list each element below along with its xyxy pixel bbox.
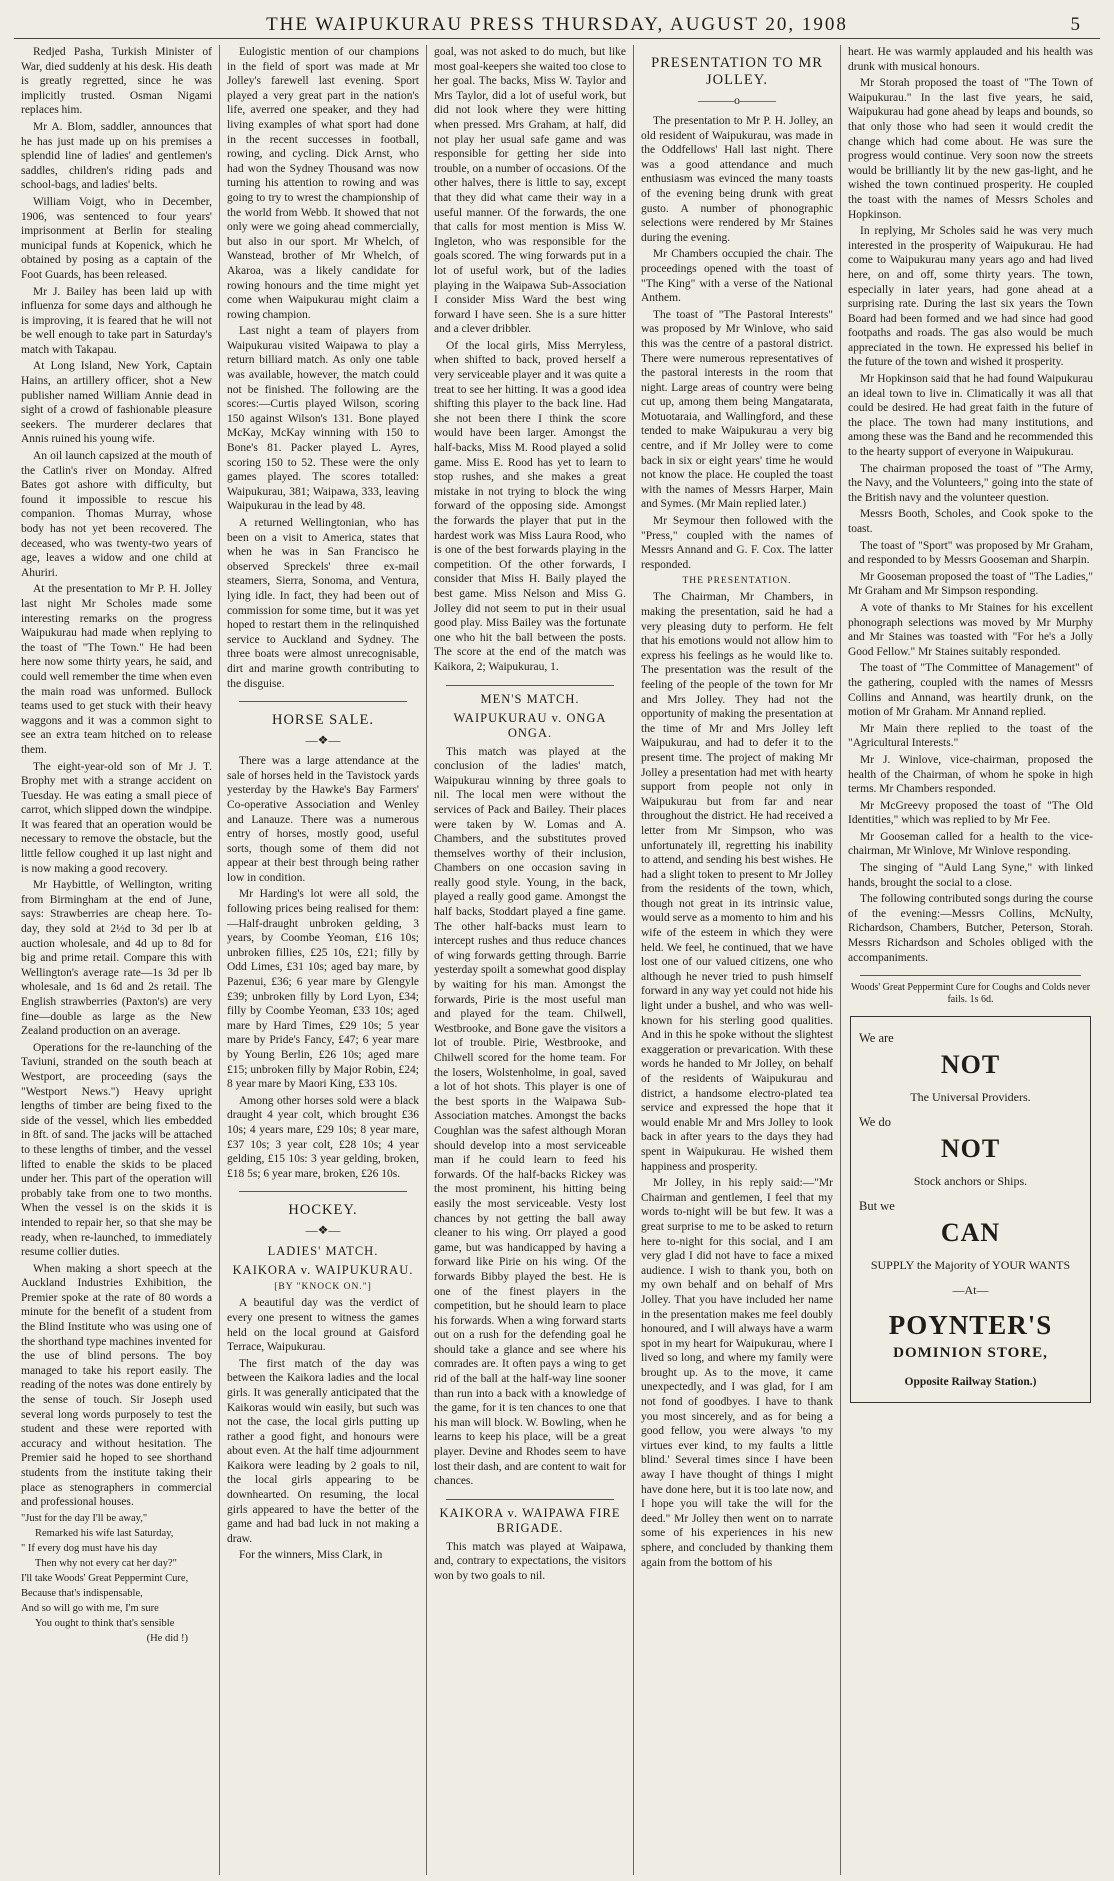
article-paragraph: Mr Main there replied to the toast of the "Agricultural Interests." — [848, 722, 1093, 750]
masthead — [14, 0, 1100, 39]
verse-line: (He did !) — [146, 1632, 188, 1644]
verse-line: I'll take Woods' Great Peppermint Cure, — [21, 1572, 189, 1584]
article-paragraph: The toast of "The Committee of Management" of the gathering, coupled with the names of Messrs Collins and Annand, was heartily drunk, on the motion of Mr Graham. Mr Annand replied. — [848, 662, 1093, 719]
article-paragraph: For the winners, Miss Clark, in — [239, 1549, 383, 1562]
verse-line: And so will go with me, I'm sure — [21, 1602, 159, 1614]
article-paragraph: goal, was not asked to do much, but like most goal-keepers she waited too close to her goal. The backs, Miss W. Taylor and Mrs Taylor, did a lot of useful work, but did not look where they were hitting when pressed. Mrs Graham, at half, did not play her usual safe game and was responsible for getting her side into trouble, on a number of occasions. Of the other halves, there is little to say, except that they did what came their way in a useful manner. Of the forwards, the one that calls for most mention is Miss W. Ingleton, who was responsible for the goals scored. The wing forwards put in a lot of useful work, but of the ladies playing in the Waipawa Sub-Association I consider Miss Ward the best wing forward I have seen. She is a sure hitter and a clever dribbler. — [434, 46, 626, 336]
small-advert: Woods' Great Peppermint Cure for Coughs and Colds never fails. 1s 6d. — [850, 982, 1091, 1006]
advert-location: Opposite Railway Station.) — [904, 1376, 1037, 1389]
column-3 — [427, 45, 634, 1875]
article-paragraph: Last night a team of players from Waipukurau visited Waipawa to play a return billiard match. As only one table was available, however, the match could not be finished. The following are the scores:—Curtis played Wilson, scoring 150 against Wilson's 131. Bone played McKay, McKay winning with 150 to Bone's 81. Packer played L. Ayres, scoring 150 to 52. These were the only games played. The scores totalled: Waipukurau, 381; Waipawa, 333, leaving Waipukurau in the lead by 48. — [227, 325, 419, 513]
article-paragraph: Mr Jolley, in his reply said:—"Mr Chairman and gentlemen, I feel that my words to-night will be but few. It was a great surprise to me to be asked to return here to-night for this social, and I am very glad I did not have to face a mixed audience. I wish to thank you, both on my own behalf and on behalf of Mrs Jolley. That you have included her name in the presentation makes me feel doubly honoured, and I will always have a warm spot in my heart for Waipukurau, where I lived so long, and where my family were brought up. As to the move, it came unexpectedly, and I was glad, for I am not fond of goodbyes. I have to thank you most sincerely, and as for being a good fellow, you were always 'to my virtues ever kind, to my faults a little blind.' Several times since I have been away I have thought of things I might have done here, but it is too late now, and I hope you will take the will for the deed." Mr Jolley then went on to narrate some of his experiences in his new sphere, and concluded by thanking them again from the bottom of his — [641, 1177, 833, 1569]
article-paragraph: Mr Harding's lot were all sold, the following prices being realised for them:—Half-draught unbroken gelding, 3 years, by Coombe Yeoman, £16 10s; unbroken fillies, £25 10s, £21; filly by Odd Limes, £31 10s; aged bay mare, by Pazenui, £36; 6 year mare by Glengyle £39; unbroken filly by Lord Lyon, £34; filly by Coombe Yeoman, £33 10s; aged mare by Hard Times, £29 10s; 5 year mare by Pride's Fancy, £47; 6 year mare by Young Berlin, £26 10s; aged mare £15; unbroken filly by Major Robin, £24; 8 year mare by Maori King, £33 10s. — [227, 888, 419, 1091]
article-paragraph: In replying, Mr Scholes said he was very much interested in the prosperity of Waipukurau. He had come to Waipukurau many years ago and had lived here, on and off, some thirty years. The town, especially in later years, had gone ahead at a surprising rate. During the last six years the Town Board had been formed and we had since had good footpaths and roads. The gas also would be much appreciated in the town. He expressed his belief in the future of the town and wished it prosperity. — [848, 225, 1093, 369]
article-paragraph: An oil launch capsized at the mouth of the Catlin's river on Monday. Alfred Bates got ashore with difficulty, but found it impossible to rescue his companion. Thomas Murray, whose body has not yet been recovered. The deceased, who was twenty-two years of age, leaves a widow and one child at Ahuriri. — [21, 450, 212, 579]
article-paragraph: The toast of "The Pastoral Interests" was proposed by Mr Winlove, who said this was the centre of a pastoral district. There were numerous representatives of the pastoral interests in the room that night. Large areas of country were being cut up, among them being Mangatarata, Motuotaraia, and Wallingford, and these tended to make Waipukurau a very big centre, and if Mr Jolley were to come back in six or eight years' time he would not know the place. He coupled the toast with the names of Messrs Harper, Main and Symes. (Mr Main replied later.) — [641, 308, 833, 511]
section-heading: HORSE SALE. — [271, 712, 375, 729]
article-paragraph: Of the local girls, Miss Merryless, when shifted to back, proved herself a very serviceable player and it was quite a treat to see her hitting. It was a good idea shifting this player to the back line. Had she not been there I think the score would have been larger. Amongst the half-backs, Miss M. Rood played a solid game. Miss E. Rood has yet to learn to stop rushes, and she makes a great mistake in not trying to block the wing forward of the opposing side. Amongst the forwards the player that put in the hardest work was Miss Laura Rood, who is one of the best forwards playing in the competition. Of the other forwards, I consider that Miss H. Baily played the best game. Miss Nelson and Miss G. Jolley did not seem to put in their usual good play. Miss Bailey was the fortunate one who hit the ball between the posts. The score at the end of the match was Kaikora, 2; Waipukurau, 1. — [434, 339, 626, 673]
column-2 — [220, 45, 427, 1875]
section-heading: HOCKEY. — [288, 1202, 358, 1219]
article-paragraph: Redjed Pasha, Turkish Minister of War, died suddenly at his desk. His death is greatly regretted, since he was implicitly trusted. Osman Nigami replaces him. — [21, 46, 212, 117]
article-paragraph: Mr Seymour then followed with the "Press," coupled with the names of Messrs Annand and G. F. Cox. The latter responded. — [641, 515, 833, 571]
section-heading: PRESENTATION TO MR JOLLEY. — [651, 55, 823, 88]
article-paragraph: The eight-year-old son of Mr J. T. Brophy met with a strange accident on Tuesday. He was eating a small piece of carrot, which slipped down the windpipe. It was feared that an operation would be necessary to remove the obstacle, but the little fellow coughed it up last night and is now making a good recovery. — [21, 760, 212, 875]
section-rule — [239, 701, 407, 702]
article-paragraph: Mr Storah proposed the toast of "The Town of Waipukurau." In the last five years, he said, Waipukurau had gone ahead by leaps and bounds, so that only those who had seen it would credit the change which had come about. He was sure the progress would continue. Very soon now the streets would be brilliantly lit by the new gas-light, and he wished the town continued prosperity. He coupled the toast with the names of Messrs Scholes and Hopkinson. — [848, 77, 1093, 221]
advert-line: —At— — [952, 1283, 989, 1298]
article-paragraph: Mr McGreevy proposed the toast of "The Old Identities," which was replied to by Mr Fee. — [848, 799, 1093, 827]
section-rule — [860, 975, 1081, 976]
article-paragraph: At the presentation to Mr P. H. Jolley last night Mr Scholes made some interesting remarks on the progress Waipukurau had made when replying to the toast of "The Town." He had been here now some thirty years, he said, and could well remember the time when even the main road was unformed. Bullock teams used to get stuck with their heavy waggons and it was a common sight to see an extra team hitched on to release them. — [21, 583, 212, 756]
article-paragraph: Mr Haybittle, of Wellington, writing from Birmingham at the end of June, says: Strawberries are cheap here. To-day, they sold at 2½d to 3d per lb at auction wholesale, and 4d up to 8d for big and prime retail. Compare this with Wellington's average rate—1s 3d per lb wholesale, and 1s 6d and 2s retail. The English strawberries (Paxton's) are very fine—double as large as the New Zealand production on an average. — [21, 879, 212, 1038]
column-5 — [841, 45, 1100, 1875]
verse-line: Then why not every cat her day?" — [35, 1557, 177, 1569]
article-paragraph: The following contributed songs during the course of the evening:—Messrs Collins, McNulty, Richardson, Chambers, Butcher, Peterson, Storah. Messrs Richardson and Scholes obliged with the accompaniments. — [848, 893, 1093, 964]
article-paragraph: Mr Gooseman called for a health to the vice-chairman, Mr Winlove, Mr Winlove responding. — [848, 830, 1093, 858]
subheading: LADIES' MATCH. — [267, 1244, 379, 1259]
advert-store-type: DOMINION STORE, — [893, 1345, 1048, 1362]
advert-not: NOT — [940, 1134, 1001, 1164]
advert-not: NOT — [940, 1050, 1001, 1080]
article-paragraph: A vote of thanks to Mr Staines for his excellent phonograph selections was moved by Mr Murphy and Mr Staines was toasted with "For he's a Jolly Good Fellow." Mr Staines suitably responded. — [848, 601, 1093, 658]
masthead-title: THE WAIPUKURAU PRESS THURSDAY, AUGUST 20, 1908 — [266, 14, 848, 35]
section-rule — [446, 685, 614, 686]
column-4 — [634, 45, 841, 1875]
article-paragraph: Mr Hopkinson said that he had found Waipukurau an ideal town to live in. Climatically it was all that could be desired. He had great faith in the future of the place. The town had many institutions, and among these was the Band and he recommended this to the hearty support of everyone in Waipukurau. — [848, 373, 1093, 459]
article-paragraph: This match was played at the conclusion of the ladies' match, Waipukurau winning by three goals to nil. The local men were without the services of Pack and Bailey. Their places were taken by W. Lomas and A. Chambers, and the substitutes proved themselves worthy of their inclusion, Chambers on one occasion saving in really good style. Young, in the back, played a really good game. Amongst the half backs, Stoddart played a fine game. The other half-backs must learn to intercept rushes and thus reduce chances of wing forwards getting through. Barrie yesterday spoilt a somewhat good display by waiting for his man. Amongst the forwards, Pirie is the most useful man and played for the team. Chilwell, Westbrooke, and Bone gave the visitors a lot of trouble. Pirie, Westbrooke, and Chilwell scored for the home team. For the losers, Wolstenholme, in goal, saved a lot of hot shots. This player is one of the best sports in the Waipawa Sub-Association matches. Amongst the backs Coughlan was the safest although Moran should develop into a most serviceable man if he could learn to feed his forwards. Of the half-backs Rickey was the most prominent, his hitting being easily the most serviceable. Vesty lost chances by not getting the ball away cleaner to his wing. Orr played a good game, but was handicapped by having a forward like Pirie on his wing. Of the forwards Bibby played the best. He is one of the finest players in the competition, but he should learn to place his forwards. When a wing forward starts out on a rush for the defending goal he should take a glance and see where his comrades are. It often pays a wing to get rid of the ball at the half-way line sooner than run into a back with a knowledge of the game, for it is ten chances to one that his man will block. W. Bowling, when he learns to keep his place, will be a great player. Devine and Rhodes seem to have lost their dash, and are content to wait for chances. — [434, 745, 626, 1488]
advert-line: We do — [859, 1115, 891, 1130]
ornament-icon: ———o——— — [698, 93, 776, 107]
article-paragraph: The toast of "Sport" was proposed by Mr Graham, and responded to by Messrs Gooseman and Sharpin. — [848, 539, 1093, 567]
article-paragraph: Among other horses sold were a black draught 4 year colt, which brought £36 10s; 4 years mare, £29 10s; 8 year mare, £37 10s; 3 year colt, £28 10s; 4 year gelding, £15 10s: 3 year gelding, broken, £18 5s; 6 year mare, broken, £26 10s. — [227, 1094, 419, 1180]
article-paragraph: The chairman proposed the toast of "The Army, the Navy, and the Volunteers," going into the state of the British navy and the volunteer question. — [848, 462, 1093, 504]
advert-line: But we — [859, 1199, 895, 1214]
article-paragraph: The presentation to Mr P. H. Jolley, an old resident of Waipukurau, was made in the Oddfellows' Hall last night. There was a good attendance and much enthusiasm was evinced the many toasts of the evening being drunk with great gusto. A number of phonographic selections were rendered by Mr Staines during the evening. — [641, 115, 833, 244]
article-paragraph: Mr J. Winlove, vice-chairman, proposed the health of the Chairman, of whom he spoke in high terms. Mr Chambers responded. — [848, 753, 1093, 796]
article-paragraph: Eulogistic mention of our champions in the field of sport was made at Mr Jolley's farewell last evening. Sport played a very great part in the nation's life, averred one speaker, and they had living examples of what sport had done in the recent successes in football, rowing, and cycling. Dick Arnst, who had won the Sydney Thousand was now turning his attention to rowing and was going to try to wrest the championship of the world from Webb. It showed that not only were we going ahead commercially, but also in our sport. Mr Whelch, of Wanstead, brother of Mr Whelch, of Akaroa, was a likely candidate for rowing honours and the time might yet come when Waipukurau might claim a rowing champion. — [227, 46, 419, 321]
article-paragraph: The first match of the day was between the Kaikora ladies and the local girls. It was generally anticipated that the Kaikoras would win easily, but such was not the case, the local girls putting up rather a good fight, and honours were about even. At the half time adjournment Kaikora were leading by 2 goals to nil, the local girls appearing to be downhearted. On resuming, the local girls appeared to have the better of the game and had bad luck in not making a draw. — [227, 1357, 419, 1545]
advert-can: CAN — [940, 1218, 1001, 1248]
article-paragraph: The Chairman, Mr Chambers, in making the presentation, said he had a very pleasing duty to perform. He felt that his emotions would not allow him to express his feelings as he would like to. The presentation was the result of the feeling of the people of the town for Mr and Mrs Jolley. They had not the opportunity of making the presentation at the time of Mr and Mrs Jolley left Waipukurau, and had to defer it to the present time. The project of making Mr Jolley a presentation had met with hearty support from people not only in Waipukurau but from far and near throughout the district. He had received a letter from Mr Simpson, who was unfortunately ill, regretting his inability to attend, and sending his best wishes. He had a slight token to present to Mr Jolley from the residents of the town, which, though not great in its intrinsic value, would serve as a momento to him and his wife of the esteem in which they were held. We feel, he continued, that we have lost one of our valued citizens, one who although he never tried to push himself forward in any way yet could not hide his light under a bushel, and who was well-known for his sterling good qualities. And in this he spoke without the slightest exaggeration or prevarication. With these words he handed to Mr Jolley, on behalf of the residents of Waipukurau and district, a handsome electro-plated tea service and expressed the hope that it would enable Mr and Mrs Jolley to look back in after years to the days they had spent in Waipukurau. He wished them happiness and prosperity. — [641, 591, 833, 1173]
article-paragraph: A beautiful day was the verdict of every one present to witness the games held on the local ground at Gaisford Terrace, Waipukurau. — [227, 1297, 419, 1354]
byline: [BY "KNOCK ON."] — [274, 1282, 372, 1293]
article-paragraph: Operations for the re-launching of the Taviuni, stranded on the south beach at Westport, are proceeding (says the "Westport News.") Heavy upright lengths of timber are being fixed to the side of the vessel, which lies embedded in 8ft. of sand. The jacks will be attached to these lengths of timber, and the vessel lifted to enable the skids to be placed under her. This part of the operation will probably take from one to two months. When the vessel is on the skids it is intended to repair her, so that she may be ready, when re-launched, to immediately resume collier duties. — [21, 1041, 212, 1259]
page-number: 5 — [1070, 14, 1080, 35]
article-paragraph: There was a large attendance at the sale of horses held in the Tavistock yards yesterday by the Hawke's Bay Farmers' Co-operative Association and Wenley and Lanauze. There was a numerous entry of horses, mostly good, useful sorts, though some of them did not appear at their best through being rather low in condition. — [227, 755, 419, 884]
section-rule — [239, 1191, 407, 1192]
article-paragraph: Mr Gooseman proposed the toast of "The Ladies," Mr Graham and Mr Simpson responding. — [848, 570, 1093, 598]
section-rule — [446, 1499, 614, 1500]
article-paragraph: The singing of "Auld Lang Syne," with linked hands, brought the social to a close. — [848, 862, 1093, 889]
article-paragraph: Mr Chambers occupied the chair. The proceedings opened with the toast of "The King" with a verse of the National Anthem. — [641, 248, 833, 305]
verse-line: Because that's indispensable, — [21, 1587, 143, 1599]
ornament-icon: —❖— — [305, 733, 341, 748]
article-paragraph: Mr A. Blom, saddler, announces that he has just made up on his premises a splendid line of ladies' and gentlemen's saddles, children's riding pads and school-bags, and ladies' belts. — [21, 120, 212, 192]
article-paragraph: When making a short speech at the Auckland Industries Exhibition, the Premier spoke at the rate of 80 words a minute for the benefit of a student from the Blind Institute who was using one of the shorthand type machines invented for the use of blind persons. The boy managed to take his report easily. The reading of the notes was done entirely by the sense of touch. Sir Joseph used several long words purposely to test the student and these were reported with accuracy and without hesitation. The Premier said he hoped to see shorthand students from the institute taking their place as stenographers in commercial and professional houses. — [21, 1262, 212, 1509]
verse-line: You ought to think that's sensible — [35, 1617, 175, 1629]
verse-line: Remarked his wife last Saturday, — [35, 1527, 174, 1539]
ornament-icon: —❖— — [305, 1223, 341, 1238]
poynters-advert — [850, 1016, 1091, 1403]
section-heading: KAIKORA v. WAIPAWA FIRE BRIGADE. — [439, 1505, 621, 1535]
advert-verse — [21, 1512, 212, 1645]
subheading: KAIKORA v. WAIPUKURAU. — [232, 1263, 414, 1278]
article-paragraph: heart. He was warmly applauded and his health was drunk with musical honours. — [848, 46, 1093, 73]
column-1 — [14, 45, 220, 1875]
verse-line: " If every dog must have his day — [21, 1542, 158, 1554]
advert-line: Stock anchors or Ships. — [913, 1174, 1028, 1189]
verse-line: "Just for the day I'll be away," — [21, 1512, 148, 1524]
article-paragraph: A returned Wellingtonian, who has been on a visit to America, states that when he was in San Francisco he observed Spreckels' three ex-mail steamers, Sierra, Sonoma, and Ventura, lying idle. In fact, they had been out of commission for some time, but it was yet hoped to restart them in the relinquished service to Auckland and Sydney. The three boats were almost unrecognisable, dirt and marine growth contributing to the disguise. — [227, 517, 419, 690]
article-paragraph: Messrs Booth, Scholes, and Cook spoke to the toast. — [848, 508, 1093, 535]
article-paragraph: Mr J. Bailey has been laid up with influenza for some days and although he is improving, it is feared that he will not be well enough to take part in Saturday's match with Takapau. — [21, 285, 212, 356]
section-heading: MEN'S MATCH. — [480, 691, 580, 706]
advert-line: SUPPLY the Majority of YOUR WANTS — [870, 1258, 1071, 1273]
subheading: WAIPUKURAU v. ONGA ONGA. — [453, 710, 607, 740]
advert-line: We are — [859, 1031, 894, 1046]
article-paragraph: William Voigt, who in December, 1906, was sentenced to four years' imprisonment at Berlin for stealing municipal funds at Kopenick, which he obtained by posing as a captain of the Foot Guards, has been released. — [21, 195, 212, 281]
article-paragraph: This match was played at Waipawa, and, contrary to expectations, the visitors won by two goals to nil. — [434, 1540, 626, 1582]
columns — [14, 45, 1100, 1875]
subheading: THE PRESENTATION. — [682, 576, 792, 587]
article-paragraph: At Long Island, New York, Captain Hains, an artillery officer, shot a New publisher named William Annie dead in sight of a crowd of fashionable pleasure seekers. The murderer declares that Annis ruined his young wife. — [21, 360, 212, 446]
advert-store-name: POYNTER'S — [888, 1310, 1053, 1341]
advert-line: The Universal Providers. — [910, 1090, 1031, 1105]
